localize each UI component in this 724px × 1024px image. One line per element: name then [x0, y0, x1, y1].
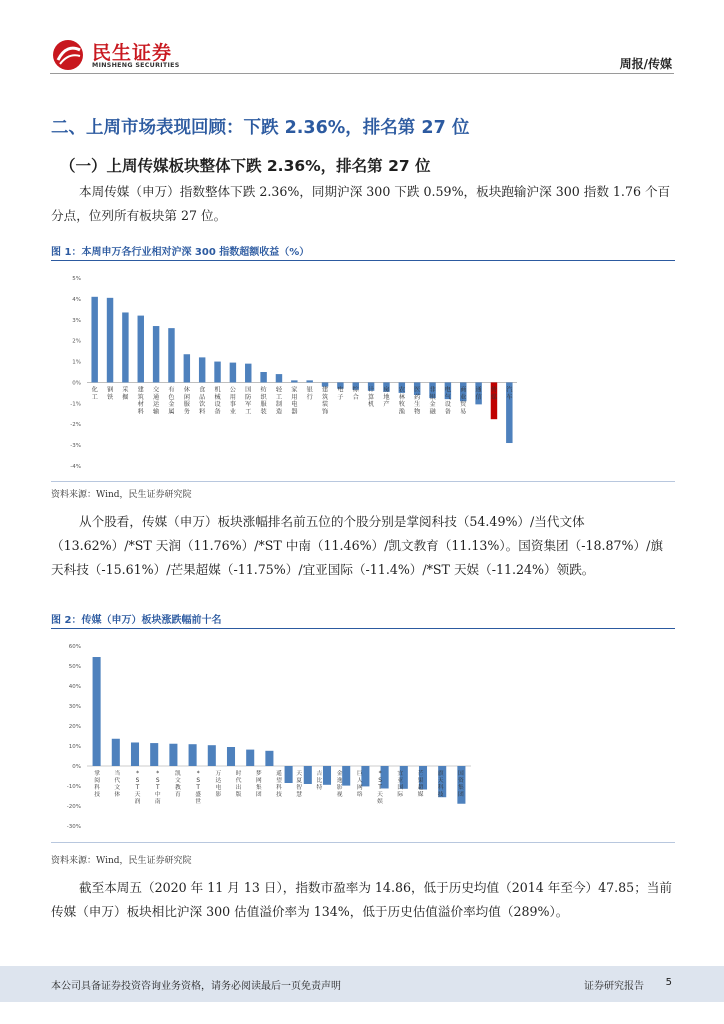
bar	[93, 657, 101, 766]
x-tick-label: 轻工制造	[275, 386, 283, 416]
x-tick-label: 巨人网络	[356, 771, 363, 798]
bar	[169, 744, 177, 766]
bar	[291, 380, 297, 382]
x-tick-label: 遥望科技	[276, 771, 282, 798]
x-tick-label: 公用事业	[229, 386, 236, 416]
figure-2-source: 资料来源：Wind，民生证券研究院	[51, 856, 192, 866]
x-tick-label: 万达电影	[215, 771, 222, 798]
x-tick-label: * S T 天娱	[377, 771, 383, 805]
y-tick-label: 5%	[72, 276, 81, 282]
x-tick-label: 银行	[306, 386, 313, 401]
x-tick-label: 建筑材料	[137, 386, 144, 416]
footer-disclaimer: 本公司具备证券投资咨询业务资格，请务必阅读最后一页免责声明	[51, 981, 341, 992]
y-tick-label: 3%	[72, 317, 81, 324]
bar	[304, 766, 312, 784]
bar	[342, 766, 350, 786]
figure-1-chart	[51, 266, 561, 476]
x-tick-label: 金逸影视	[336, 771, 343, 798]
x-tick-label: 吉比特	[316, 771, 323, 791]
footer-report-type: 证券研究报告	[584, 981, 644, 992]
bar	[199, 357, 205, 382]
figure-2-chart	[51, 636, 481, 836]
bar	[227, 747, 235, 766]
y-tick-label: -10%	[66, 784, 81, 790]
x-tick-label: 时代出版	[235, 771, 242, 798]
x-tick-label: 旗天科技	[437, 771, 444, 798]
x-tick-label: 房地产	[383, 386, 390, 409]
brand-logo-mark-icon	[50, 38, 86, 72]
bar	[184, 354, 190, 382]
x-tick-label: 传媒	[490, 386, 498, 401]
x-tick-label: 国防军工	[245, 386, 252, 416]
y-tick-label: 30%	[68, 704, 81, 710]
document-tag: 周报/传媒	[619, 57, 672, 71]
y-tick-label: 0%	[72, 380, 81, 387]
x-tick-label: 有色金属	[168, 386, 175, 416]
figure-1-source: 资料来源：Wind，民生证券研究院	[51, 490, 192, 500]
x-tick-label: 凯文教育	[175, 771, 181, 798]
y-tick-label: -4%	[70, 464, 81, 470]
x-tick-label: 交通运输	[153, 386, 160, 416]
bar	[276, 374, 282, 382]
brand-logo	[50, 38, 190, 72]
bar	[138, 316, 144, 383]
y-tick-label: 10%	[68, 744, 81, 750]
y-tick-label: -1%	[70, 401, 81, 408]
y-tick-label: 0%	[72, 764, 81, 770]
brand-name-en: MINSHENG SECURITIES	[92, 62, 180, 69]
summary-paragraph: 本周传媒（申万）指数整体下跌 2.36%，同期沪深 300 下跌 0.59%，板块跑输沪深 300 指数 1.76 个百分点，位列所有板块第 27 位。	[51, 184, 671, 223]
bar	[245, 364, 251, 383]
x-tick-label: 电子	[337, 386, 344, 401]
figure-2-top-rule	[51, 628, 675, 629]
y-tick-label: -2%	[70, 422, 81, 429]
x-tick-label: 非银金融	[429, 386, 436, 416]
x-tick-label: 采掘	[122, 386, 129, 401]
subsection-heading: （一）上周传媒板块整体下跌 2.36%，排名第 27 位	[60, 157, 431, 175]
y-tick-label: -30%	[66, 824, 81, 830]
valuation-paragraph: 截至本周五（2020 年 11 月 13 日），指数市盈率为 14.86，低于历史均值（2014 年至今）47.85；当前传媒（申万）板块相比沪深 300 估值溢价率为 134%，低于历史估值溢价率均值（289%）。	[51, 880, 672, 919]
section-heading: 二、上周市场表现回顾：下跌 2.36%，排名第 27 位	[51, 118, 470, 138]
x-tick-label: 商业贸易	[460, 386, 467, 416]
x-tick-label: 食品饮料	[199, 386, 206, 416]
x-tick-label: * S T 盛世	[195, 771, 202, 805]
bar	[323, 766, 331, 785]
y-tick-label: -3%	[70, 443, 81, 450]
bar	[265, 751, 273, 766]
figure-2-bottom-rule	[51, 842, 675, 843]
x-tick-label: 化工	[91, 386, 98, 401]
y-tick-label: 20%	[68, 724, 81, 730]
y-tick-label: 2%	[72, 338, 81, 345]
brand-name-cn: 民生证券	[92, 42, 173, 64]
bar	[214, 362, 220, 383]
y-tick-label: 40%	[68, 684, 81, 690]
x-tick-label: 建筑装饰	[321, 386, 329, 416]
x-tick-label: 计算机	[368, 386, 375, 409]
bar	[230, 363, 236, 383]
x-tick-label: 农林牧渔	[398, 386, 405, 416]
x-tick-label: 天夏智慧	[296, 771, 303, 798]
x-tick-label: 机械设备	[214, 386, 221, 416]
x-tick-label: 医药生物	[414, 386, 421, 416]
bar	[112, 739, 120, 766]
x-tick-label: 当代文体	[114, 771, 121, 798]
y-tick-label: 4%	[72, 296, 81, 303]
x-tick-label: 电气设备	[444, 386, 451, 416]
y-tick-label: 60%	[68, 644, 81, 650]
figure-1-top-rule	[51, 260, 675, 261]
x-tick-label: 休闲服务	[183, 386, 190, 416]
bar	[246, 750, 254, 766]
y-tick-label: 50%	[68, 664, 81, 670]
figure-1-title: 图 1：本周申万各行业相对沪深 300 指数超额收益（%）	[51, 247, 310, 258]
bar	[306, 380, 312, 382]
bar	[107, 298, 113, 383]
x-tick-label: 掌阅科技	[94, 771, 101, 798]
bar	[189, 744, 197, 766]
x-tick-label: 国资集团	[457, 771, 464, 798]
x-tick-label: * S T 天润	[134, 771, 141, 805]
x-tick-label: 纺织服装	[260, 386, 267, 416]
x-tick-label: * S T 中南	[154, 771, 161, 805]
media-top-movers-chart	[51, 636, 481, 836]
bar	[208, 745, 216, 766]
bar	[131, 742, 139, 766]
bar	[285, 766, 293, 783]
x-tick-label: 芒果超媒	[417, 771, 424, 798]
stock-ranking-paragraph: 从个股看，传媒（申万）板块涨幅排名前五位的个股分别是掌阅科技（54.49%）/当代文体（13.62%）/*ST 天润（11.76%）/*ST 中南（11.46%）/凯文教育（11.13%）。国资集团（-18.87%）/旗天科技（-15.61%）/芒果超媒（-11.75%）/宜亚国际（-11.4%）/*ST 天娱（-11.24%）领跌。	[51, 514, 663, 577]
figure-2-title: 图 2：传媒（申万）板块涨跌幅前十名	[51, 615, 222, 626]
bar	[91, 297, 97, 383]
bar	[260, 372, 266, 382]
page-footer	[0, 966, 724, 1002]
bar	[168, 328, 174, 382]
x-tick-label: 通信	[475, 386, 482, 401]
header-divider	[50, 73, 674, 74]
x-tick-label: 梦网集团	[255, 771, 262, 798]
industry-excess-return-chart	[51, 266, 561, 476]
bar	[122, 312, 128, 382]
page-header	[0, 0, 724, 75]
y-tick-label: 1%	[72, 359, 81, 366]
x-tick-label: 综合	[352, 386, 359, 401]
figure-1-bottom-rule	[51, 481, 675, 482]
x-tick-label: 宜亚国际	[397, 771, 404, 798]
page-number: 5	[665, 977, 672, 988]
x-tick-label: 家用电器	[291, 386, 298, 416]
y-tick-label: -20%	[66, 804, 81, 810]
bar	[153, 326, 159, 382]
x-tick-label: 汽车	[506, 386, 513, 401]
bar	[150, 743, 158, 766]
x-tick-label: 钢铁	[106, 386, 114, 401]
